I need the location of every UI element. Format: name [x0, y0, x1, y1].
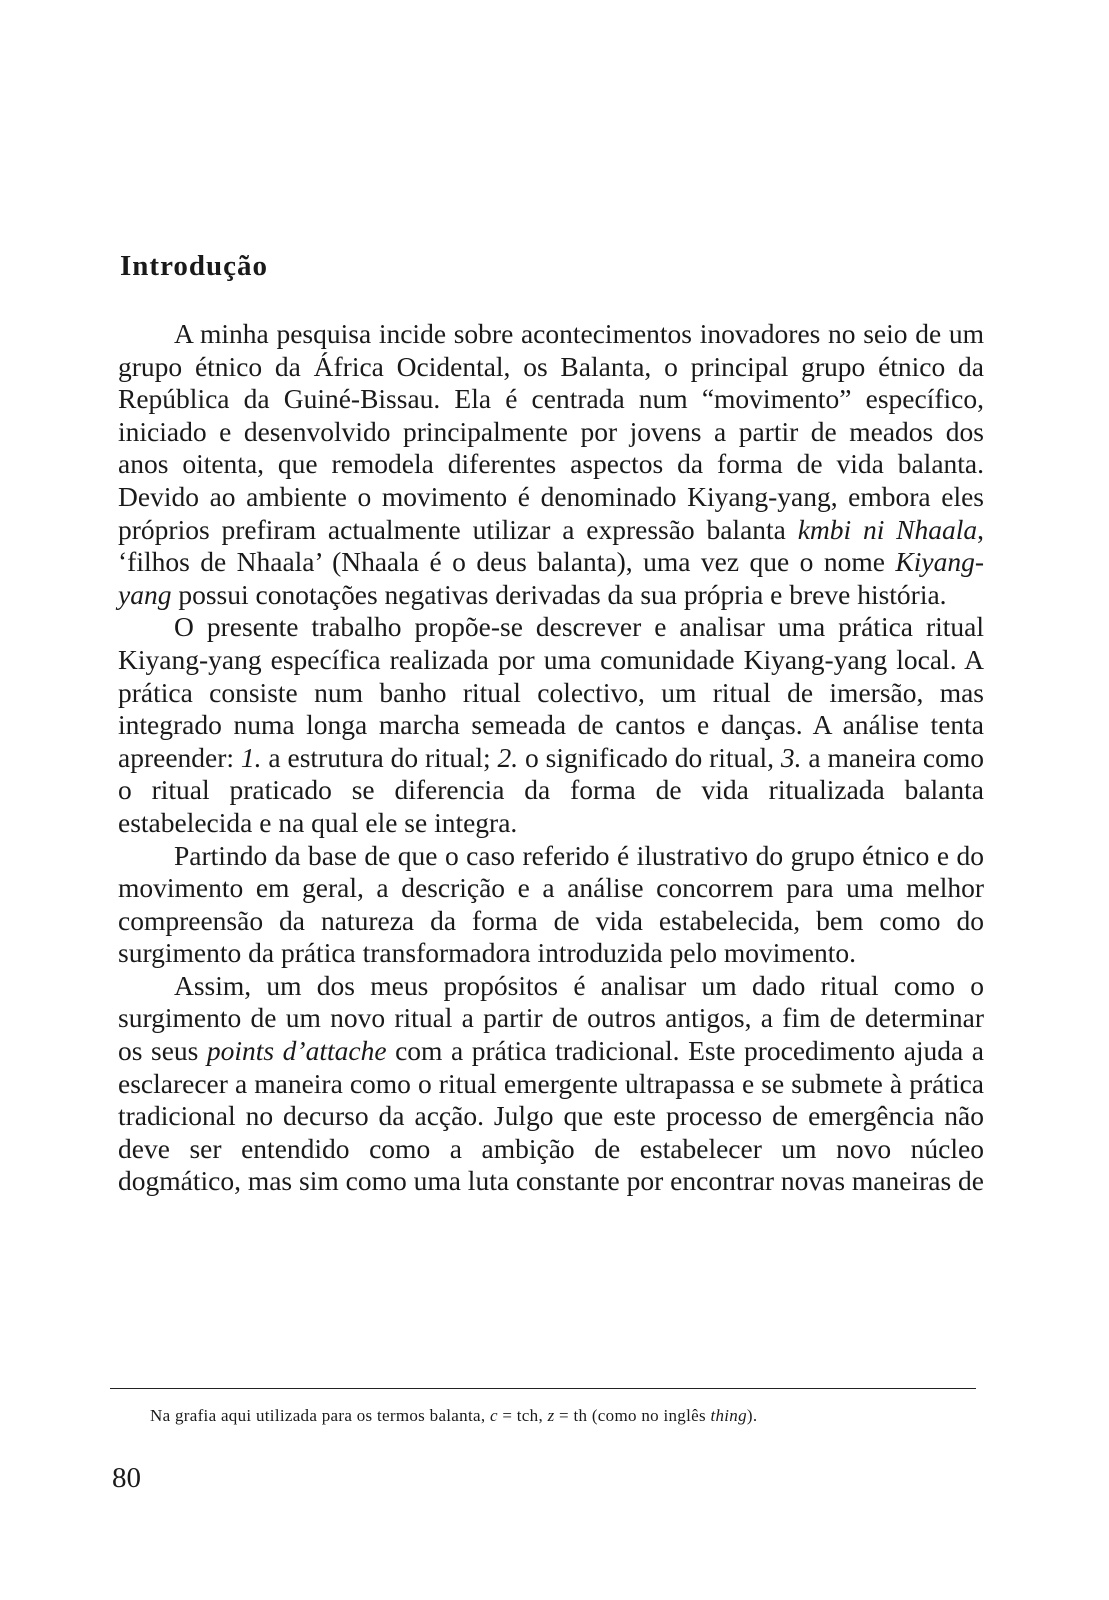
- text-run: , ‘filhos de Nhaala’ (Nhaala é o deus balanta), uma vez que o nome: [118, 513, 984, 578]
- text-run: possui conotações negativas derivadas da sua própria e breve história.: [171, 578, 947, 610]
- paragraph: [118, 611, 984, 839]
- text-run: O presente trabalho propõe-se descrever e analisar uma prática ritual Kiyang-yang específica realizada por uma comunidade Kiyang-yang local. A prática consiste num banho ritual colectivo, um ritual de imersão, mas integrado numa longa marcha semeada de cantos e danças. A análise tenta apreender:: [118, 611, 984, 773]
- paragraph: [118, 970, 984, 1198]
- text-run: a estrutura do ritual;: [261, 741, 498, 773]
- text-run: Na grafia aqui utilizada para os termos balanta,: [150, 1406, 490, 1425]
- italic-run: points d’attache: [206, 1035, 387, 1067]
- text-run: Assim, um dos meus propósitos é analisar um dado ritual como o surgimento de um novo ritual a partir de outros antigos, a fim de determinar os seus: [118, 969, 984, 1067]
- text-run: o significado do ritual,: [518, 741, 781, 773]
- footnote: [150, 1406, 757, 1426]
- italic-run: 3.: [780, 741, 802, 773]
- text-run: A minha pesquisa incide sobre acontecimentos inovadores no seio de um grupo étnico da África Ocidental, os Balanta, o principal grupo étnico da República da Guiné-Bissau. Ela é centrada num “movimento” específico, iniciado e desenvolvido principalmente por jovens a partir de meados dos anos oitenta, que remodela diferentes aspectos da forma de vida balanta. Devido ao ambiente o movimento é denominado Kiyang-yang, embora eles próprios prefiram actualmente utilizar a expressão balanta: [118, 318, 984, 545]
- text-run: ).: [746, 1406, 758, 1425]
- italic-run: z: [547, 1406, 555, 1425]
- paragraph: [118, 318, 984, 611]
- italic-run: c: [489, 1406, 498, 1425]
- text-run: = th (como no inglês: [554, 1406, 711, 1425]
- italic-run: thing: [710, 1406, 747, 1425]
- paragraph: [118, 840, 984, 970]
- italic-run: kmbi ni Nhaala: [797, 513, 978, 545]
- text-run: a maneira como o ritual praticado se diferencia da forma de vida ritualizada balanta estabelecida e na qual ele se integra.: [118, 741, 985, 838]
- body-text: [118, 318, 984, 1198]
- text-run: = tch,: [497, 1406, 548, 1425]
- page-number: 80: [112, 1462, 141, 1494]
- text-run: Partindo da base de que o caso referido é ilustrativo do grupo étnico e do movimento em geral, a descrição e a análise concorrem para uma melhor compreensão da natureza da forma de vida estabelecida, bem como do surgimento da prática transformadora introduzida pelo movimento.: [118, 839, 984, 969]
- text-run: com a prática tradicional. Este procedimento ajuda a esclarecer a maneira como o ritual emergente ultrapassa e se submete à prática tradicional no decurso da acção. Julgo que este processo de emergência não deve ser entendido como a ambição de estabelecer um novo núcleo dogmático, mas sim como uma luta constante por encontrar novas maneiras de: [118, 1035, 985, 1197]
- italic-run: 1.: [240, 741, 262, 773]
- section-heading: Introdução: [120, 250, 269, 282]
- italic-run: 2.: [497, 741, 519, 773]
- footnote-divider: [110, 1388, 976, 1389]
- italic-run: Kiyang-yang: [118, 546, 984, 610]
